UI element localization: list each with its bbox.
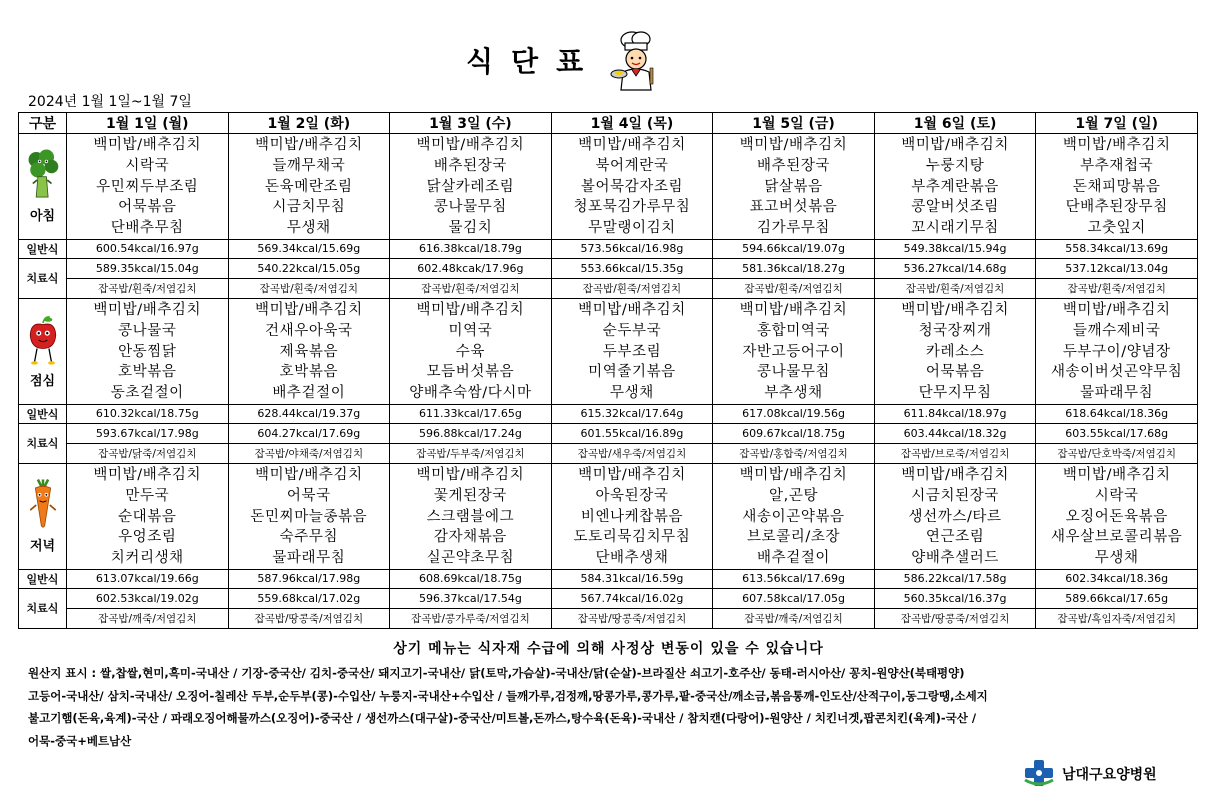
dish-item: 어묵볶음 <box>118 199 177 216</box>
meal-cell <box>67 298 229 404</box>
general-label: 일반식 <box>19 404 67 423</box>
general-kcal: 608.69kcal/18.75g <box>390 569 552 588</box>
dish-item: 아욱된장국 <box>595 487 669 504</box>
dish-item: 볼어묵감자조림 <box>580 178 684 195</box>
meal-cell <box>1036 134 1198 240</box>
meal-cell <box>713 134 875 240</box>
general-kcal: 611.33kcal/17.65g <box>390 404 552 423</box>
therapeutic-kcal: 596.37kcal/17.54g <box>390 588 552 608</box>
dish-item: 알,곤탕 <box>769 487 819 504</box>
dish-item: 새우살브로콜리볶음 <box>1050 529 1183 546</box>
therapeutic-kcal-row <box>19 258 1198 278</box>
porridge-row <box>19 443 1198 463</box>
meal-name: 저녁 <box>29 538 56 554</box>
origin-line: 불고기햄(돈육,육계)-국산 / 파래오징어해물까스(오징어)-중국산 / 생선까스(대구살)-중국산/미트볼,돈까스,탕수육(돈육)-국내산 / 참치캔(다랑어)-원양산 / 치킨너겟,팝콘치킨(육계)-국산 / <box>28 711 977 725</box>
meal-cell <box>228 134 390 240</box>
dish-item: 치커리생채 <box>110 550 184 567</box>
dish-item: 어묵볶음 <box>925 364 985 381</box>
dish-item: 부추계란볶음 <box>911 178 999 195</box>
notice-text: 상기 메뉴는 식자재 수급에 의해 사정상 변동이 있을 수 있습니다 <box>393 641 824 657</box>
header-day: 1월 3일 (수) <box>390 113 552 134</box>
dish-item: 시금치된장국 <box>911 487 999 504</box>
dish-item: 콩나물무침 <box>757 364 831 381</box>
therapeutic-kcal-row <box>19 588 1198 608</box>
dish-item: 배추겉절이 <box>757 550 831 567</box>
therapeutic-kcal: 604.27kcal/17.69g <box>228 423 390 443</box>
dish-item: 백미밥/배추김치 <box>416 137 525 153</box>
origin-notice <box>28 662 1203 752</box>
dish-item: 단배추된장무침 <box>1065 199 1168 216</box>
dish-item: 백미밥/배추김치 <box>578 301 686 318</box>
meal-row <box>19 298 1198 404</box>
header-day: 1월 1일 (월) <box>67 113 229 134</box>
general-kcal: 617.08kcal/19.56g <box>713 404 875 423</box>
origin-line: 고등어-국내산/ 삼치-국내산/ 오징어-칠레산 두부,순두부(콩)-수입산/ 누룽지-국내산+수입산 / 들깨가루,검정깨,땅콩가루,콩가루,팥-중국산/깨소금,볶음통깨-인도산/산적구이,동그랑땡,소세지 <box>28 688 988 703</box>
dish-item: 돈육메란조림 <box>265 178 353 195</box>
dish-item: 김가루무침 <box>757 220 831 237</box>
meal-row <box>19 463 1198 569</box>
therapeutic-kcal: 602.53kcal/19.02g <box>67 588 229 608</box>
header-row <box>19 113 1198 134</box>
dish-item: 백미밥/배추김치 <box>254 137 363 153</box>
dish-item: 숙주무침 <box>279 529 339 546</box>
dish-item: 순두부국 <box>602 322 662 339</box>
dish-item: 호박볶음 <box>118 364 177 381</box>
header-day: 1월 7일 (일) <box>1036 113 1198 134</box>
general-kcal: 549.38kcal/15.94g <box>874 239 1036 258</box>
therapeutic-kcal: 553.66kcal/15.35g <box>551 258 713 278</box>
meal-cell <box>551 298 713 404</box>
dish-item: 백미밥/배추김치 <box>1062 466 1171 483</box>
dish-item: 백미밥/배추김치 <box>93 466 202 483</box>
dish-item: 배추된장국 <box>433 157 507 174</box>
dish-item: 감자채볶음 <box>433 529 507 546</box>
header-day: 1월 5일 (금) <box>713 113 875 134</box>
meal-label <box>19 298 67 404</box>
title-area <box>440 30 700 90</box>
dish-item: 돈채피망볶음 <box>1072 178 1161 195</box>
dish-item: 미역국 <box>448 322 493 339</box>
general-kcal: 600.54kcal/16.97g <box>67 239 229 258</box>
general-kcal: 594.66kcal/19.07g <box>713 239 875 258</box>
dish-item: 닭살카레조림 <box>426 178 515 195</box>
meal-cell <box>67 134 229 240</box>
porridge-item: 잡곡밥/흰죽/저염김치 <box>551 278 713 298</box>
dish-item: 새송이곤약볶음 <box>742 508 845 525</box>
dish-item: 어묵국 <box>286 487 331 504</box>
dish-item: 콩알버섯조림 <box>911 199 999 216</box>
dish-item: 브로콜리/초장 <box>746 529 841 546</box>
porridge-item: 잡곡밥/새우죽/저염김치 <box>551 443 713 463</box>
general-label: 일반식 <box>19 239 67 258</box>
porridge-item: 잡곡밥/콩가루죽/저염김치 <box>390 608 552 628</box>
therapeutic-label: 치료식 <box>19 423 67 463</box>
general-kcal: 558.34kcal/13.69g <box>1036 239 1198 258</box>
header-day: 1월 6일 (토) <box>874 113 1036 134</box>
meal-cell <box>67 463 229 569</box>
dish-item: 백미밥/배추김치 <box>416 301 525 318</box>
meal-cell <box>874 134 1036 240</box>
therapeutic-kcal: 540.22kcal/15.05g <box>228 258 390 278</box>
menu-period: 2024년 1월 1일~1월 7일 <box>28 94 192 110</box>
therapeutic-kcal: 536.27kcal/14.68g <box>874 258 1036 278</box>
dish-item: 돈민찌마늘종볶음 <box>250 508 368 525</box>
broccoli-icon <box>19 149 66 205</box>
meal-cell <box>713 463 875 569</box>
general-kcal: 569.34kcal/15.69g <box>228 239 390 258</box>
dish-item: 단무지무침 <box>918 385 992 402</box>
dish-item: 두부구이/양념장 <box>1062 343 1171 360</box>
dish-item: 백미밥/배추김치 <box>93 137 202 153</box>
general-kcal: 618.64kcal/18.36g <box>1036 404 1198 423</box>
general-kcal: 573.56kcal/16.98g <box>551 239 713 258</box>
general-kcal: 610.32kcal/18.75g <box>67 404 229 423</box>
dish-item: 두부조림 <box>602 343 662 360</box>
therapeutic-label: 치료식 <box>19 588 67 628</box>
hospital-name: 남대구요양병원 <box>1062 767 1157 783</box>
dish-item: 백미밥/배추김치 <box>1062 301 1171 318</box>
dish-item: 고춧잎지 <box>1087 220 1146 237</box>
therapeutic-label: 치료식 <box>19 258 67 298</box>
porridge-item: 잡곡밥/땅콩죽/저염김치 <box>874 608 1036 628</box>
dish-item: 미역줄기볶음 <box>588 364 676 381</box>
dish-item: 콩나물국 <box>118 322 177 339</box>
origin-line: 어묵-중국+베트남산 <box>28 733 132 748</box>
porridge-item: 잡곡밥/땅콩죽/저염김치 <box>551 608 713 628</box>
general-kcal: 613.56kcal/17.69g <box>713 569 875 588</box>
dish-item: 물파래무침 <box>1080 385 1154 402</box>
porridge-item: 잡곡밥/야채죽/저염김치 <box>228 443 390 463</box>
dish-item: 물파래무침 <box>272 550 346 567</box>
dish-item: 부추재첩국 <box>1080 157 1154 174</box>
meal-cell <box>874 298 1036 404</box>
dish-item: 홍합미역국 <box>757 322 831 339</box>
general-kcal: 584.31kcal/16.59g <box>551 569 713 588</box>
dish-item: 자반고등어구이 <box>742 343 845 360</box>
dish-item: 청국장찌개 <box>918 322 992 339</box>
dish-item: 모듬버섯볶음 <box>426 364 515 381</box>
hospital-brand <box>1022 758 1202 788</box>
carrot-icon <box>19 479 66 535</box>
porridge-item: 잡곡밥/흰죽/저염김치 <box>713 278 875 298</box>
dish-item: 무생채 <box>610 385 654 402</box>
dish-item: 동초겉절이 <box>110 385 184 402</box>
porridge-item: 잡곡밥/흰죽/저염김치 <box>67 278 229 298</box>
general-kcal: 628.44kcal/19.37g <box>228 404 390 423</box>
dish-item: 백미밥/배추김치 <box>901 301 1009 318</box>
dish-item: 닭살볶음 <box>764 178 823 195</box>
therapeutic-kcal: 559.68kcal/17.02g <box>228 588 390 608</box>
dish-item: 호박볶음 <box>279 364 339 381</box>
header-gubun: 구분 <box>19 113 67 134</box>
dish-item: 배추된장국 <box>757 157 831 174</box>
meal-name: 아침 <box>29 208 56 224</box>
dish-item: 무생채 <box>286 220 331 237</box>
dish-item: 단배추생채 <box>595 550 669 567</box>
general-kcal: 615.32kcal/17.64g <box>551 404 713 423</box>
therapeutic-kcal: 560.35kcal/16.37g <box>874 588 1036 608</box>
general-kcal-row <box>19 569 1198 588</box>
general-kcal-row <box>19 404 1198 423</box>
dish-item: 우민찌두부조림 <box>96 178 199 195</box>
dish-item: 표고버섯볶음 <box>749 199 838 216</box>
therapeutic-kcal-row <box>19 423 1198 443</box>
meal-cell <box>390 463 552 569</box>
meal-label <box>19 134 67 240</box>
meal-cell <box>551 134 713 240</box>
therapeutic-kcal: 589.35kcal/15.04g <box>67 258 229 278</box>
dish-item: 순대볶음 <box>118 508 177 525</box>
meal-cell <box>1036 298 1198 404</box>
header-day: 1월 4일 (목) <box>551 113 713 134</box>
dish-item: 양배추숙쌈/다시마 <box>409 385 532 402</box>
meal-cell <box>1036 463 1198 569</box>
porridge-item: 잡곡밥/흰죽/저염김치 <box>228 278 390 298</box>
dish-item: 도토리묵김치무침 <box>573 529 691 546</box>
meal-label <box>19 463 67 569</box>
dish-item: 제육볶음 <box>279 343 339 360</box>
dish-item: 무생채 <box>1094 550 1139 567</box>
dish-item: 안동찜닭 <box>118 343 177 360</box>
dish-item: 건새우아욱국 <box>265 322 353 339</box>
general-kcal: 613.07kcal/19.66g <box>67 569 229 588</box>
dish-item: 물김치 <box>448 220 493 237</box>
porridge-item: 잡곡밥/흰죽/저염김치 <box>1036 278 1198 298</box>
header-day: 1월 2일 (화) <box>228 113 390 134</box>
dish-item: 단배추무침 <box>110 220 184 237</box>
dish-item: 백미밥/배추김치 <box>1062 137 1171 153</box>
therapeutic-kcal: 567.74kcal/16.02g <box>551 588 713 608</box>
dish-item: 북어계란국 <box>595 157 669 174</box>
general-kcal: 587.96kcal/17.98g <box>228 569 390 588</box>
dish-item: 우엉조림 <box>118 529 177 546</box>
meal-cell <box>874 463 1036 569</box>
dish-item: 백미밥/배추김치 <box>739 137 848 153</box>
porridge-item: 잡곡밥/흰죽/저염김치 <box>390 278 552 298</box>
dish-item: 비엔나케찹볶음 <box>580 508 684 525</box>
dish-item: 배추겉절이 <box>272 385 346 402</box>
dish-item: 무말랭이김치 <box>588 220 676 237</box>
therapeutic-kcal: 602.48kcak/17.96g <box>390 258 552 278</box>
dish-item: 꽃게된장국 <box>433 487 507 504</box>
porridge-item: 잡곡밥/닭죽/저염김치 <box>67 443 229 463</box>
origin-line: 원산지 표시 : 쌀,찹쌀,현미,흑미-국내산 / 기장-중국산/ 김치-중국산/ 돼지고기-국내산/ 닭(토막,가슴살)-국내산/닭(순살)-브라질산 쇠고기-호주산/ 동태-러시아산/ 꽁치-원양산(북태평양) <box>28 666 965 680</box>
therapeutic-kcal: 603.44kcal/18.32g <box>874 423 1036 443</box>
porridge-item: 잡곡밥/깨죽/저염김치 <box>713 608 875 628</box>
general-kcal: 602.34kcal/18.36g <box>1036 569 1198 588</box>
dish-item: 수육 <box>455 343 486 360</box>
dish-item: 스크램블에그 <box>426 508 515 525</box>
page-title: 식단표 <box>466 45 602 78</box>
dish-item: 청포묵김가루무침 <box>573 199 691 216</box>
therapeutic-kcal: 607.58kcal/17.05g <box>713 588 875 608</box>
porridge-item: 잡곡밥/땅콩죽/저염김치 <box>228 608 390 628</box>
dish-item: 시락국 <box>1094 487 1139 504</box>
hospital-logo-icon <box>1022 758 1056 788</box>
general-label: 일반식 <box>19 569 67 588</box>
porridge-item: 잡곡밥/흑임자죽/저염김치 <box>1036 608 1198 628</box>
dish-item: 콩나물무침 <box>433 199 507 216</box>
meal-name: 점심 <box>29 373 56 389</box>
therapeutic-kcal: 603.55kcal/17.68g <box>1036 423 1198 443</box>
chef-icon <box>608 30 666 92</box>
dish-item: 백미밥/배추김치 <box>901 466 1009 483</box>
dish-item: 백미밥/배추김치 <box>578 137 686 153</box>
dish-item: 시금치무침 <box>272 199 346 216</box>
menu-table <box>18 112 1198 629</box>
dish-item: 들깨무채국 <box>272 157 346 174</box>
dish-item: 백미밥/배추김치 <box>416 466 525 483</box>
dish-item: 카레소스 <box>925 343 985 360</box>
porridge-item: 잡곡밥/깨죽/저염김치 <box>67 608 229 628</box>
porridge-row <box>19 608 1198 628</box>
therapeutic-kcal: 601.55kcal/16.89g <box>551 423 713 443</box>
therapeutic-kcal: 596.88kcal/17.24g <box>390 423 552 443</box>
meal-cell <box>228 298 390 404</box>
therapeutic-kcal: 537.12kcal/13.04g <box>1036 258 1198 278</box>
therapeutic-kcal: 609.67kcal/18.75g <box>713 423 875 443</box>
dish-item: 백미밥/배추김치 <box>93 301 202 318</box>
dish-item: 들깨수제비국 <box>1072 322 1161 339</box>
general-kcal: 611.84kcal/18.97g <box>874 404 1036 423</box>
dish-item: 양배추샐러드 <box>911 550 999 567</box>
dish-item: 백미밥/배추김치 <box>739 466 848 483</box>
general-kcal: 616.38kcal/18.79g <box>390 239 552 258</box>
dish-item: 시락국 <box>125 157 170 174</box>
meal-cell <box>390 298 552 404</box>
therapeutic-kcal: 593.67kcal/17.98g <box>67 423 229 443</box>
dish-item: 백미밥/배추김치 <box>254 466 363 483</box>
apple-icon <box>19 314 66 370</box>
meal-cell <box>228 463 390 569</box>
therapeutic-kcal: 581.36kcal/18.27g <box>713 258 875 278</box>
porridge-item: 잡곡밥/단호박죽/저염김치 <box>1036 443 1198 463</box>
dish-item: 누룽지탕 <box>925 157 985 174</box>
dish-item: 만두국 <box>125 487 170 504</box>
general-kcal: 586.22kcal/17.58g <box>874 569 1036 588</box>
meal-row <box>19 134 1198 240</box>
general-kcal-row <box>19 239 1198 258</box>
porridge-item: 잡곡밥/브로죽/저염김치 <box>874 443 1036 463</box>
dish-item: 백미밥/배추김치 <box>254 301 363 318</box>
porridge-row <box>19 278 1198 298</box>
dish-item: 백미밥/배추김치 <box>901 137 1009 153</box>
dish-item: 오징어돈육볶음 <box>1065 508 1168 525</box>
therapeutic-kcal: 589.66kcal/17.65g <box>1036 588 1198 608</box>
dish-item: 연근조림 <box>925 529 985 546</box>
meal-cell <box>390 134 552 240</box>
dish-item: 백미밥/배추김치 <box>578 466 686 483</box>
dish-item: 실곤약초무침 <box>426 550 515 567</box>
porridge-item: 잡곡밥/두부죽/저염김치 <box>390 443 552 463</box>
porridge-item: 잡곡밥/홍합죽/저염김치 <box>713 443 875 463</box>
porridge-item: 잡곡밥/흰죽/저염김치 <box>874 278 1036 298</box>
dish-item: 새송이버섯곤약무침 <box>1050 364 1183 381</box>
meal-cell <box>713 298 875 404</box>
dish-item: 백미밥/배추김치 <box>739 301 848 318</box>
meal-cell <box>551 463 713 569</box>
dish-item: 생선까스/타르 <box>908 508 1002 525</box>
dish-item: 부추생채 <box>764 385 823 402</box>
dish-item: 꼬시래기무침 <box>911 220 999 237</box>
